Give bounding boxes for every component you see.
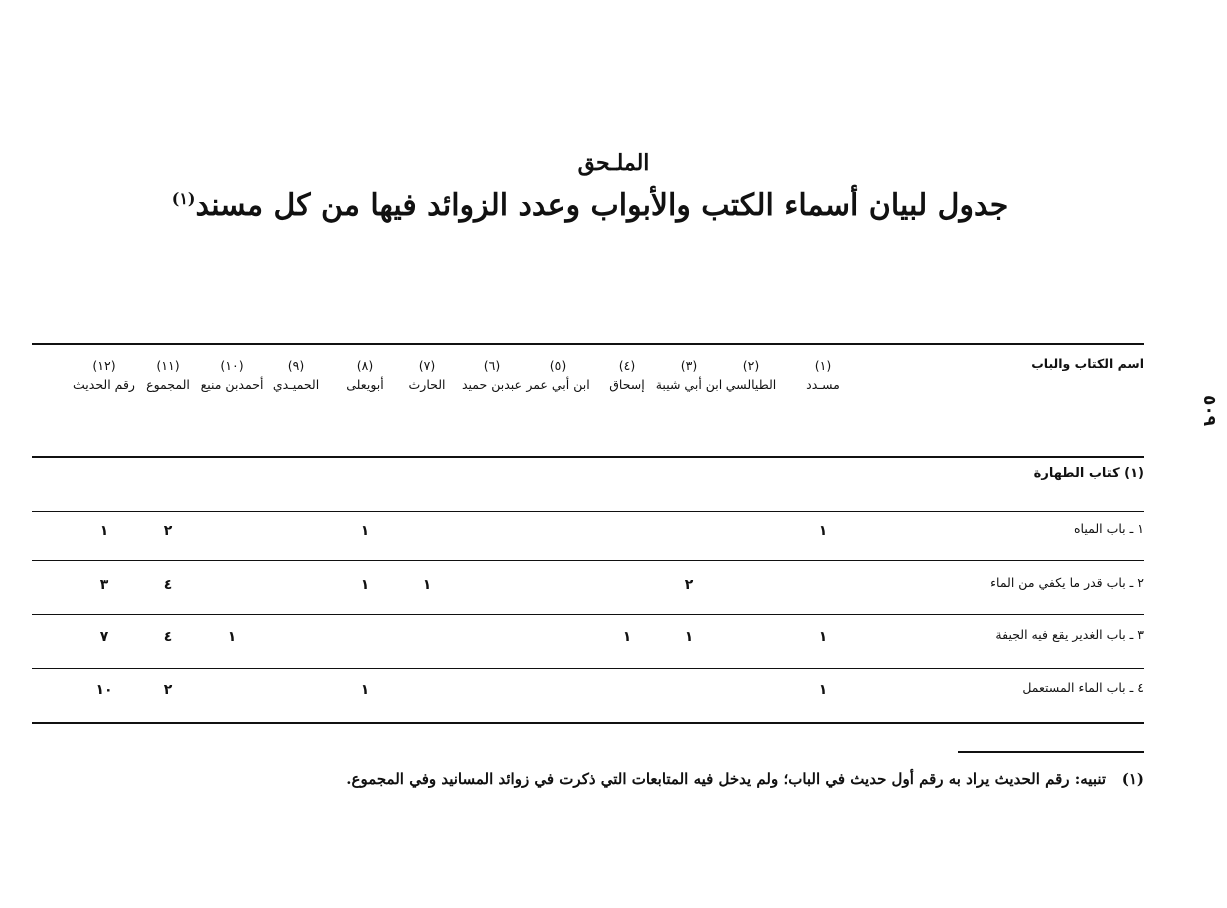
column-header xyxy=(524,356,592,394)
row-divider xyxy=(32,560,1144,561)
row-label: ١ ـ باب المياه xyxy=(1074,521,1144,536)
column-header xyxy=(593,356,661,394)
column-label: ابن أبي عمر xyxy=(526,377,590,392)
table-cell: ٢ xyxy=(684,577,694,593)
column-label: إسحاق xyxy=(609,377,645,392)
column-header xyxy=(458,356,526,394)
column-number: (١٠) xyxy=(220,358,244,373)
column-number: (١١) xyxy=(156,358,180,373)
column-label: مسـدد xyxy=(806,377,840,392)
table-cell: ١٠ xyxy=(95,682,113,698)
header-book-and-chapter: اسم الكتاب والباب xyxy=(1031,356,1144,371)
table-cell: ١ xyxy=(227,629,237,645)
column-label: أبويعلى xyxy=(346,377,384,392)
column-label: الحارث xyxy=(408,377,446,392)
row-label: ٤ ـ باب الماء المستعمل xyxy=(1022,680,1144,695)
column-number: (١٢) xyxy=(92,358,116,373)
column-header xyxy=(717,356,785,394)
table-cell: ٢ xyxy=(163,523,173,539)
column-header xyxy=(331,356,399,394)
table-cell: ١ xyxy=(99,523,109,539)
column-number: (١) xyxy=(814,358,832,373)
table-top-rule xyxy=(32,343,1144,345)
column-header xyxy=(789,356,857,394)
footnote-text: تنبيه: رقم الحديث يراد به رقم أول حديث في الباب؛ ولم يدخل فيه المتابعات التي ذكرت في زوائد المسانيد وفي المجموع. xyxy=(346,770,1107,788)
column-label: ابن أبي شيبة xyxy=(655,377,723,392)
row-divider xyxy=(32,668,1144,669)
supertitle: الملـحق xyxy=(577,150,650,176)
section-heading: (١) كتاب الطهارة xyxy=(1033,466,1144,481)
column-label: الطيالسي xyxy=(725,377,777,392)
column-header xyxy=(655,356,723,394)
table-cell: ١ xyxy=(818,523,828,539)
column-label: عبدبن حميد xyxy=(461,377,523,392)
column-header xyxy=(393,356,461,394)
column-header xyxy=(70,356,138,394)
column-label: أحمدبن منيع xyxy=(200,377,264,392)
row-divider xyxy=(32,511,1144,512)
footnote-marker: (١) xyxy=(1121,770,1144,788)
table-cell: ١ xyxy=(622,629,632,645)
table-cell: ٣ xyxy=(99,577,109,593)
page-title-text: جدول لبيان أسماء الكتب والأبواب وعدد الزوائد فيها من كل مسند xyxy=(195,188,1009,223)
table-cell: ١ xyxy=(360,577,370,593)
column-header xyxy=(134,356,202,394)
table-cell: ٤ xyxy=(163,629,173,645)
column-number: (٨) xyxy=(356,358,374,373)
column-number: (٦) xyxy=(483,358,501,373)
table-cell: ١ xyxy=(422,577,432,593)
column-header xyxy=(198,356,266,394)
table-cell: ١ xyxy=(360,523,370,539)
table-cell: ٢ xyxy=(163,682,173,698)
header-bottom-rule xyxy=(32,456,1144,458)
table-cell: ١ xyxy=(684,629,694,645)
column-label: رقم الحديث xyxy=(73,377,135,392)
column-number: (٧) xyxy=(418,358,436,373)
footnote-rule xyxy=(958,751,1144,753)
row-label: ٣ ـ باب الغدير يقع فيه الجيفة xyxy=(995,627,1144,642)
table-cell: ١ xyxy=(818,682,828,698)
table-bottom-rule xyxy=(32,722,1144,724)
row-divider xyxy=(32,614,1144,615)
table-cell: ١ xyxy=(360,682,370,698)
footnote xyxy=(150,770,1144,788)
table-cell: ٤ xyxy=(163,577,173,593)
column-number: (٤) xyxy=(618,358,636,373)
column-number: (٣) xyxy=(680,358,698,373)
column-label: المجموع xyxy=(146,377,190,392)
table-cell: ١ xyxy=(818,629,828,645)
column-number: (٩) xyxy=(287,358,305,373)
page-number: ٥٠٩ xyxy=(1199,395,1219,427)
row-label: ٢ ـ باب قدر ما يكفي من الماء xyxy=(990,575,1144,590)
column-label: الحميـدي xyxy=(272,377,320,392)
page-title xyxy=(90,188,1090,223)
table-cell: ٧ xyxy=(99,629,109,645)
column-number: (٢) xyxy=(742,358,760,373)
column-header xyxy=(262,356,330,394)
column-number: (٥) xyxy=(549,358,567,373)
title-footnote-marker: (١) xyxy=(171,189,196,208)
